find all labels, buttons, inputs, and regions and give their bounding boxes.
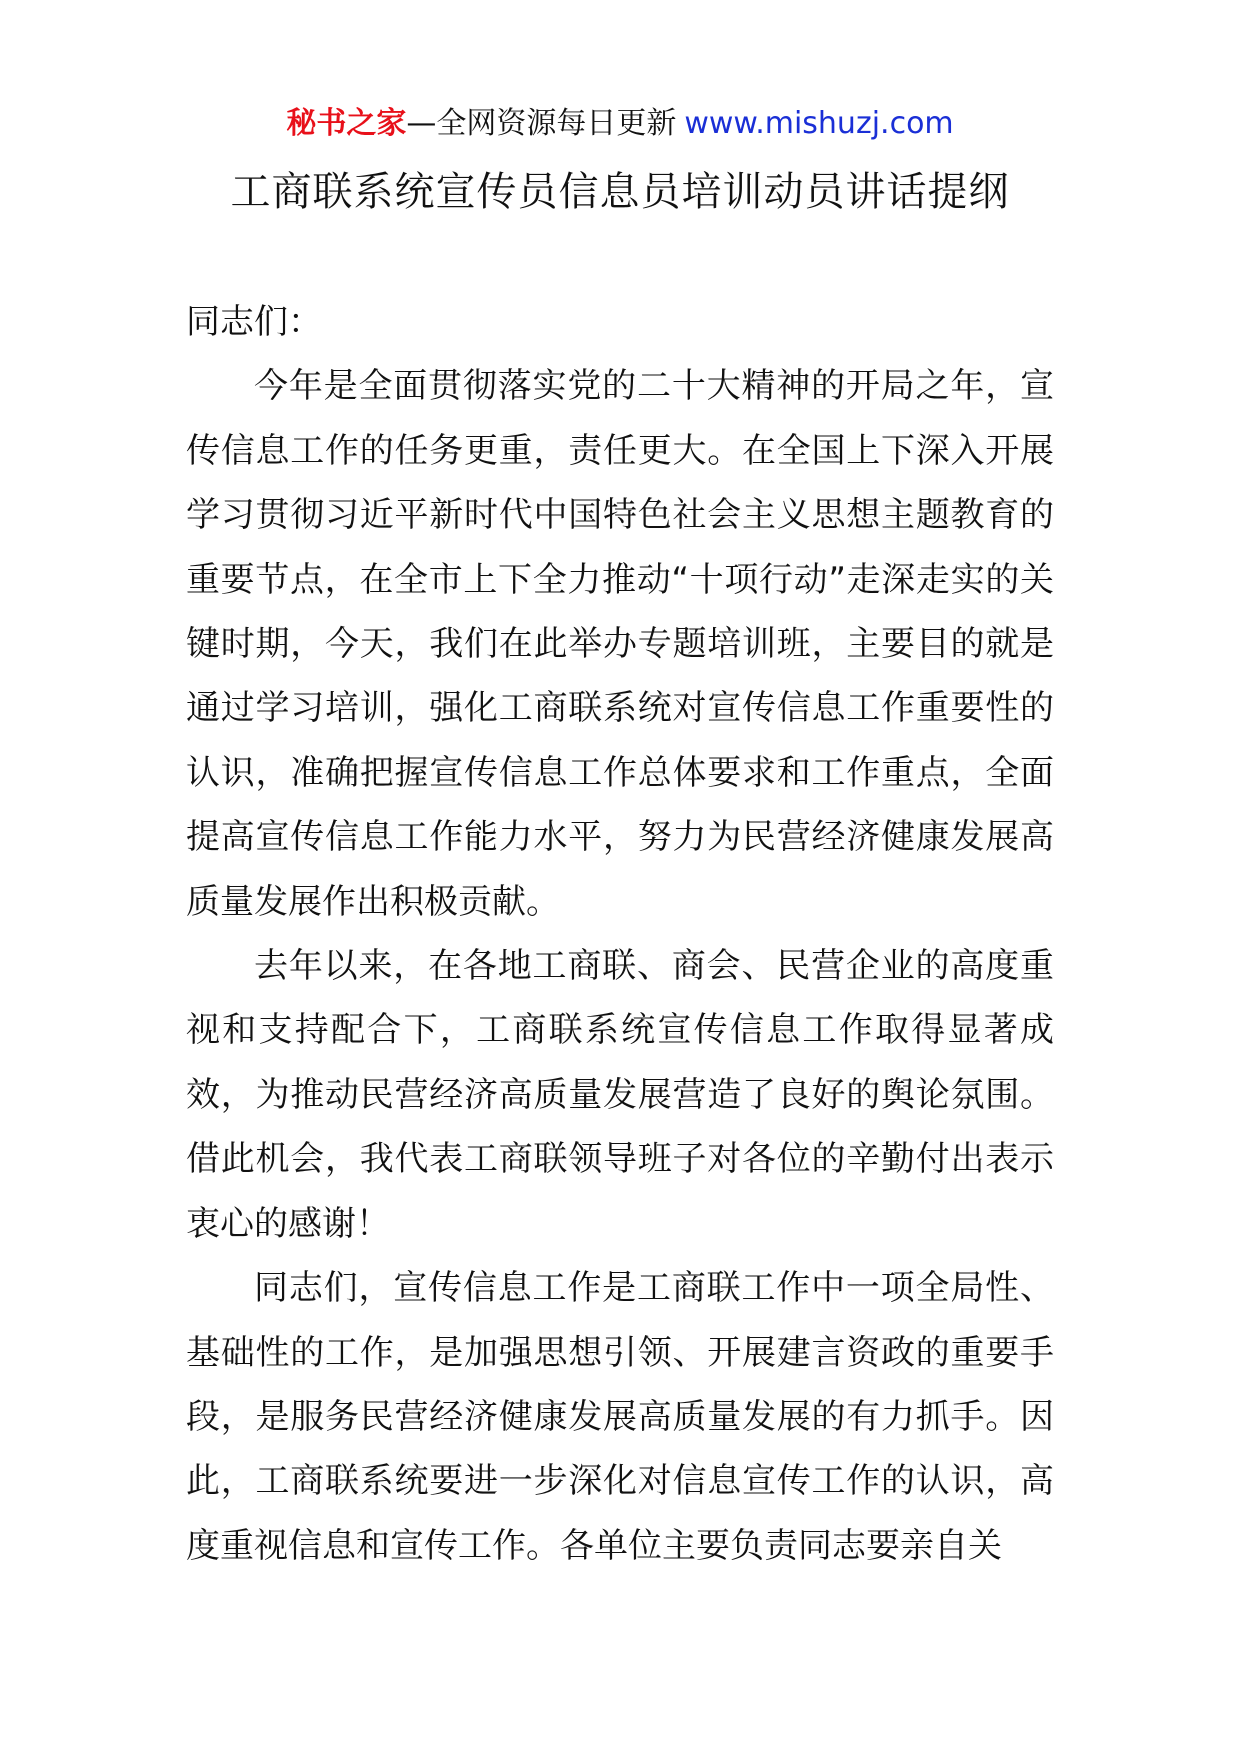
paragraph-3: 同志们，宣传信息工作是工商联工作中一项全局性、基础性的工作，是加强思想引领、开展建言资政的重要手段，是服务民营经济健康发展高质量发展的有力抓手。因此，工商联系统要进一步深化对信息宣传工作的认识，高度重视信息和宣传工作。各单位主要负责同志要亲自关 xyxy=(186,1268,1054,1566)
document-body xyxy=(186,290,1054,1578)
brand-name: 秘书之家 xyxy=(286,106,407,141)
salutation: 同志们： xyxy=(186,302,322,342)
document-title: 工商联系统宣传员信息员培训动员讲话提纲 xyxy=(230,169,1010,215)
site-header xyxy=(0,104,1240,144)
header-slogan: —全网资源每日更新 xyxy=(406,106,677,141)
paragraph-1: 今年是全面贯彻落实党的二十大精神的开局之年，宣传信息工作的任务更重，责任更大。在全国上下深入开展学习贯彻习近平新时代中国特色社会主义思想主题教育的重要节点，在全市上下全力推动“十项行动”走深走实的关键时期，今天，我们在此举办专题培训班，主要目的就是通过学习培训，强化工商联系统对宣传信息工作重要性的认识，准确把握宣传信息工作总体要求和工作重点，全面提高宣传信息工作能力水平，努力为民营经济健康发展高质量发展作出积极贡献。 xyxy=(186,366,1054,922)
site-url-link[interactable]: www.mishuzj.com xyxy=(684,106,954,141)
paragraph-2: 去年以来，在各地工商联、商会、民营企业的高度重视和支持配合下，工商联系统宣传信息工作取得显著成效，为推动民营经济高质量发展营造了良好的舆论氛围。借此机会，我代表工商联领导班子对各位的辛勤付出表示衷心的感谢！ xyxy=(186,946,1054,1244)
